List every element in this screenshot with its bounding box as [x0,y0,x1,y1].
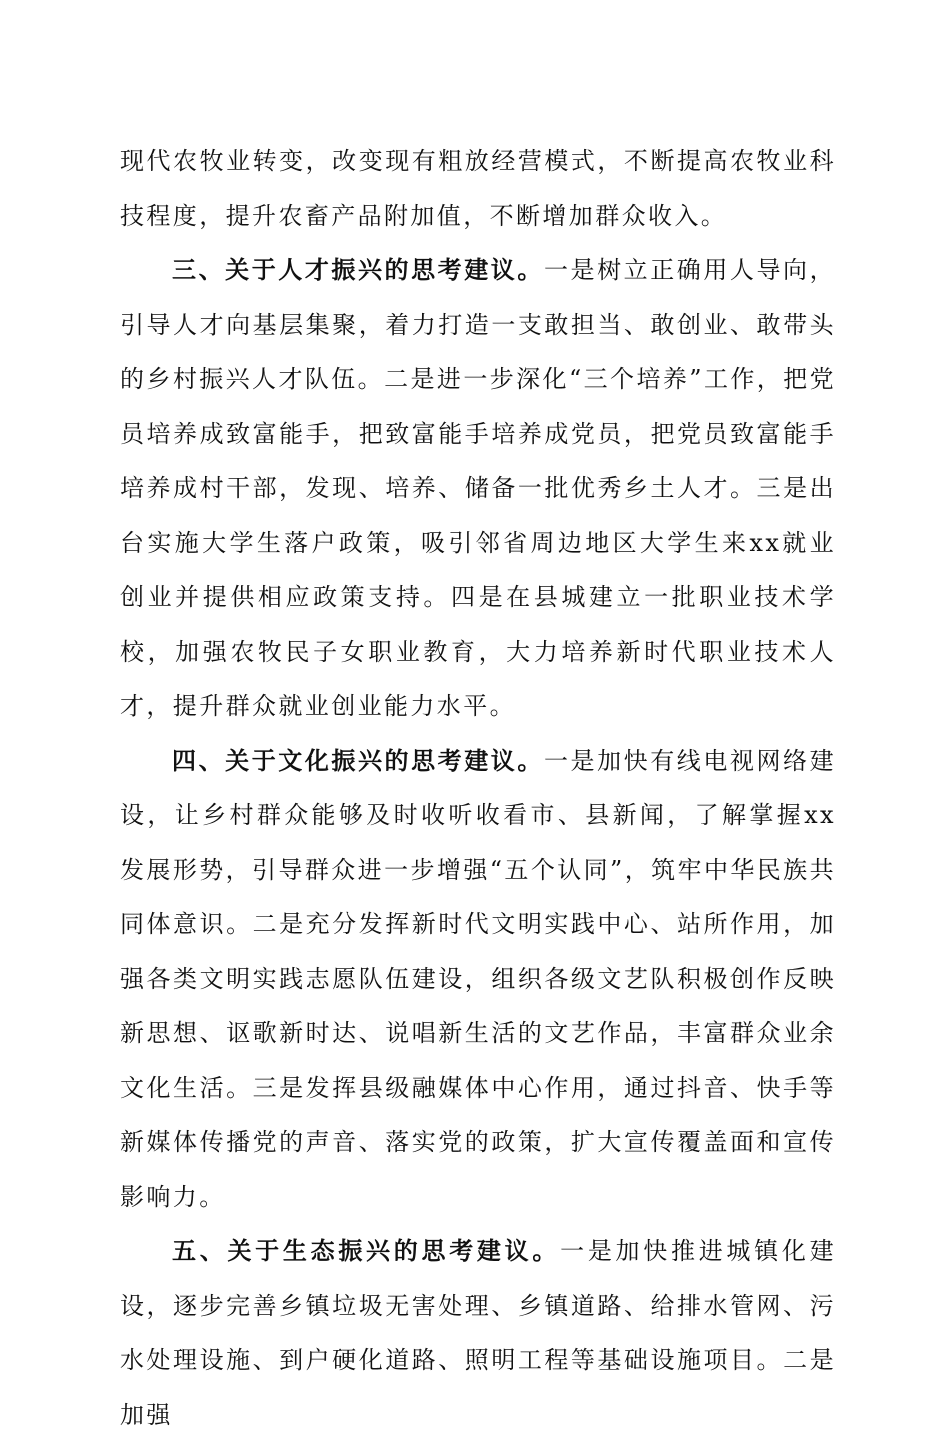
paragraph-culture-revitalization [120,734,836,1225]
paragraph-text: 一是树立正确用人导向，引导人才向基层集聚，着力打造一支敢担当、敢创业、敢带头的乡村振兴人才队伍。二是进一步深化“三个培养”工作，把党员培养成致富能手，把致富能手培养成党员，把党员致富能手培养成村干部，发现、培养、储备一批优秀乡土人才。三是出台实施大学生落户政策，吸引邻省周边地区大学生来xx就业创业并提供相应政策支持。四是在县城建立一批职业技术学校，加强农牧民子女职业教育，大力培养新时代职业技术人才，提升群众就业创业能力水平。 [120,256,836,720]
section-heading: 三、关于人才振兴的思考建议。 [172,255,544,284]
paragraph-talent-revitalization [120,243,836,734]
paragraph-text: 现代农牧业转变，改变现有粗放经营模式，不断提高农牧业科技程度，提升农畜产品附加值，不断增加群众收入。 [120,147,836,230]
paragraph-text: 一是加快推进城镇化建设，逐步完善乡镇垃圾无害处理、乡镇道路、给排水管网、污水处理设施、到户硬化道路、照明工程等基础设施项目。二是加强 [120,1237,837,1429]
document-body [120,134,836,1442]
paragraph-ecology-revitalization [120,1224,836,1442]
section-heading: 四、关于文化振兴的思考建议。 [172,745,544,775]
paragraph-text: 一是加快有线电视网络建设，让乡村群众能够及时收听收看市、县新闻，了解掌握xx发展形势，引导群众进一步增强“五个认同”，筑牢中华民族共同体意识。二是充分发挥新时代文明实践中心、站所作用，加强各类文明实践志愿队伍建设，组织各级文艺队积极创作反映新思想、讴歌新时达、说唱新生活的文艺作品，丰富群众业余文化生活。三是发挥县级融媒体中心作用，通过抖音、快手等新媒体传播党的声音、落实党的政策，扩大宣传覆盖面和宣传影响力。 [120,746,836,1211]
section-heading: 五、关于生态振兴的思考建议。 [172,1236,561,1265]
paragraph-continuation [120,134,836,243]
